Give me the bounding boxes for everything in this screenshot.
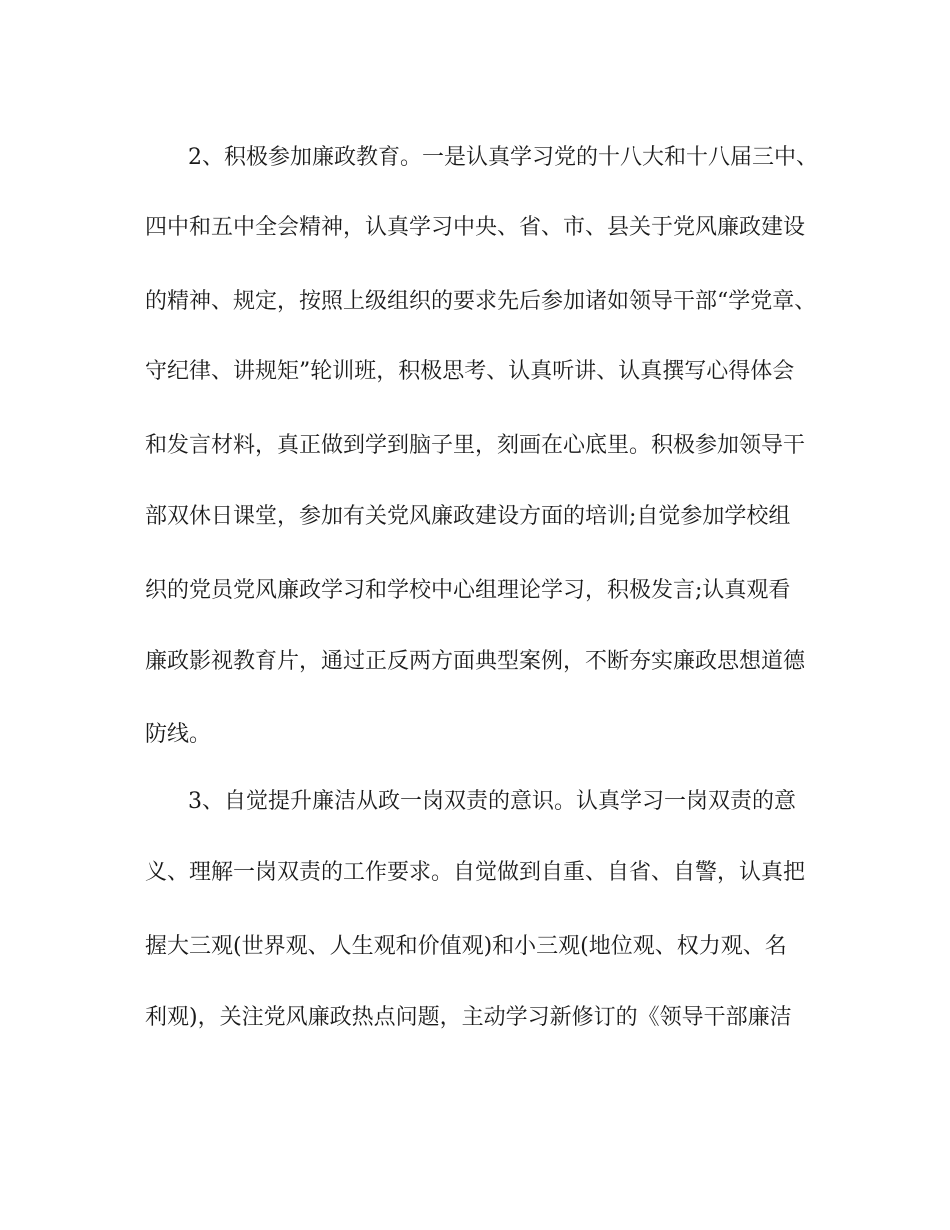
- paragraph-2-line-3: 握大三观(世界观、人生观和价值观)和小三观(地位观、权力观、名: [145, 934, 787, 959]
- paragraph-2-line-2: 义、理解一岗双责的工作要求。自觉做到自重、自省、自警，认真把: [145, 860, 806, 885]
- paragraph-2-line-1: 3、自觉提升廉洁从政一岗双责的意识。认真学习一岗双责的意: [188, 789, 796, 814]
- paragraph-1-line-4: 守纪律、讲规矩”轮训班，积极思考、认真听讲、认真撰写心得体会: [145, 359, 795, 384]
- paragraph-1-line-9: 防线。: [145, 722, 212, 747]
- paragraph-1-line-3: 的精神、规定，按照上级组织的要求先后参加诸如领导干部“学党章、: [145, 289, 817, 314]
- paragraph-1-line-1: 2、积极参加廉政教育。一是认真学习党的十八大和十八届三中、: [188, 145, 818, 170]
- paragraph-1-line-6: 部双休日课堂，参加有关党风廉政建设方面的培训;自觉参加学校组: [145, 504, 791, 529]
- paragraph-2-line-4: 利观)，关注党风廉政热点问题，主动学习新修订的《领导干部廉洁: [145, 1005, 792, 1030]
- paragraph-1-line-7: 织的党员党风廉政学习和学校中心组理论学习，积极发言;认真观看: [145, 578, 791, 603]
- paragraph-1-line-2: 四中和五中全会精神，认真学习中央、省、市、县关于党风廉政建设: [145, 215, 806, 240]
- paragraph-1-line-8: 廉政影视教育片，通过正反两方面典型案例，不断夯实廉政思想道德: [145, 649, 806, 674]
- paragraph-1-line-5: 和发言材料，真正做到学到脑子里，刻画在心底里。积极参加领导干: [145, 433, 806, 458]
